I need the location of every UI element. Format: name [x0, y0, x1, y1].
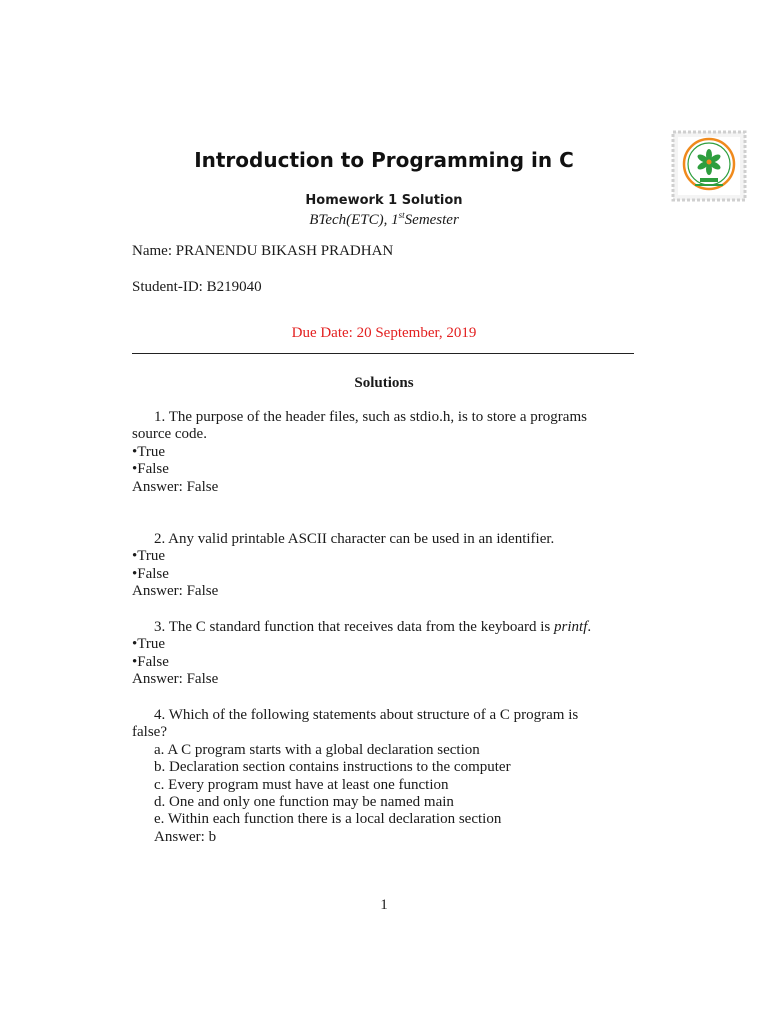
- program-semester: [0, 210, 768, 229]
- option-item: •False: [132, 653, 169, 670]
- option-item: •True: [132, 443, 166, 460]
- option-item: e. Within each function there is a local declaration section: [154, 811, 502, 828]
- horizontal-rule: [132, 353, 634, 354]
- option-item: b. Declaration section contains instructions to the computer: [154, 759, 511, 776]
- question-text-emphasis: printf: [554, 619, 588, 635]
- program-prefix: BTech(ETC), 1: [309, 212, 399, 228]
- program-suffix: Semester: [404, 212, 459, 228]
- option-item: a. A C program starts with a global declaration section: [154, 741, 480, 758]
- option-item: c. Every program must have at least one function: [154, 776, 449, 793]
- question-text: 1. The purpose of the header files, such as stdio.h, is to store a programs: [154, 409, 587, 425]
- document-title: Introduction to Programming in C: [194, 148, 574, 172]
- question-2: [132, 531, 634, 601]
- solutions-heading: Solutions: [354, 375, 414, 391]
- option-item: •False: [132, 565, 169, 582]
- question-text-prefix: 3. The C standard function that receives data from the keyboard is: [154, 619, 555, 635]
- question-1: [132, 409, 634, 496]
- question-text-suffix: .: [587, 619, 592, 635]
- answer-text: Answer: False: [132, 478, 219, 495]
- answer-text: Answer: False: [132, 583, 219, 600]
- student-id: Student-ID: B219040: [132, 279, 262, 295]
- question-text: 4. Which of the following statements about structure of a C program is: [154, 707, 579, 723]
- document-subtitle: Homework 1 Solution: [305, 193, 463, 208]
- question-text: false?: [132, 724, 167, 741]
- option-item: •True: [132, 636, 166, 653]
- answer-text: Answer: False: [132, 671, 219, 688]
- option-item: d. One and only one function may be named main: [154, 794, 454, 811]
- due-date: Due Date: 20 September, 2019: [291, 325, 477, 341]
- program-superscript: st: [398, 210, 405, 220]
- student-name: Name: PRANENDU BIKASH PRADHAN: [132, 243, 394, 259]
- question-text: source code.: [132, 426, 207, 443]
- option-item: •False: [132, 461, 169, 478]
- question-text: 2. Any valid printable ASCII character can be used in an identifier.: [154, 531, 555, 547]
- question-3: [132, 619, 634, 689]
- question-4: [132, 707, 634, 846]
- option-item: •True: [132, 548, 166, 565]
- page-number: 1: [380, 897, 388, 913]
- answer-text: Answer: b: [154, 828, 217, 845]
- question-text: [132, 619, 634, 636]
